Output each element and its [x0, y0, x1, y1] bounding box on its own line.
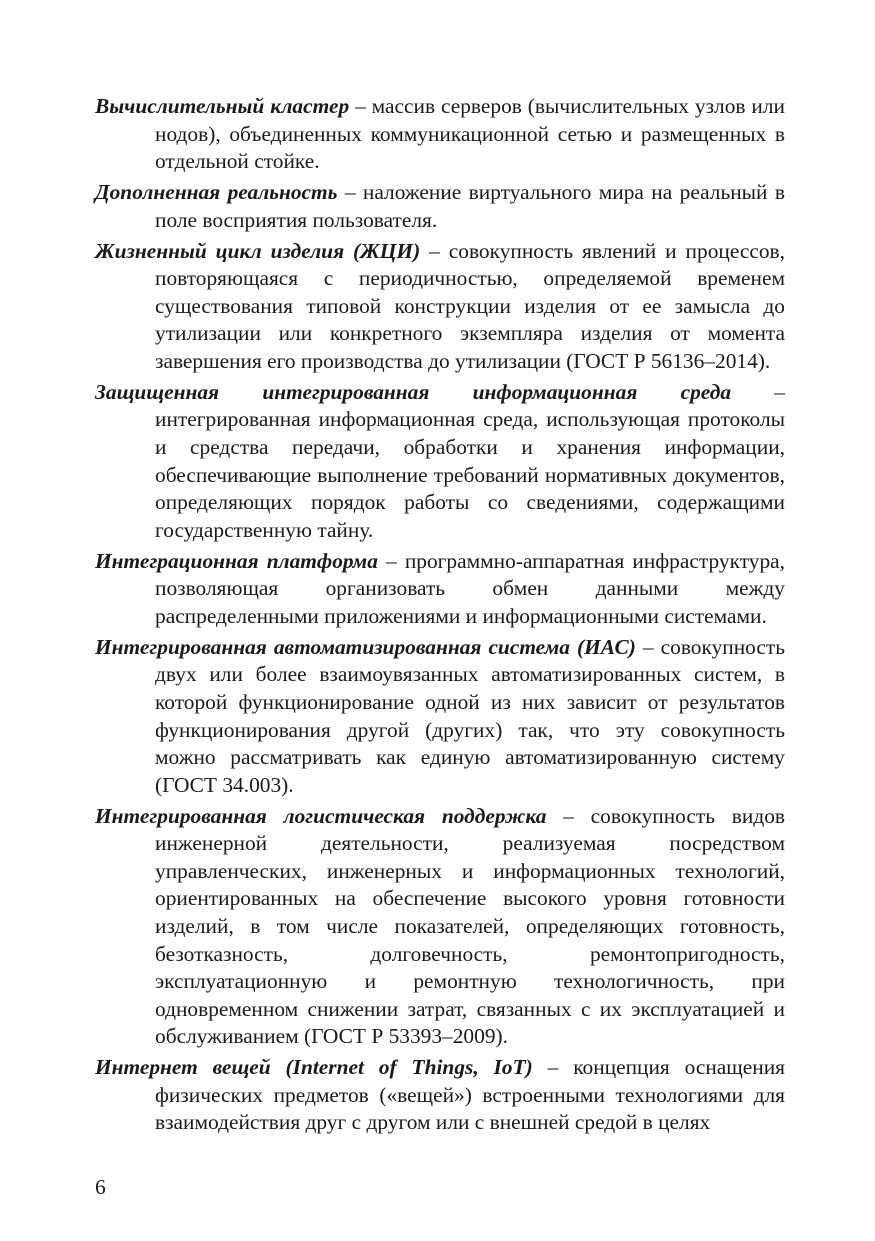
glossary-definition: – интегрированная информационная среда, использующая протоколы и средства передачи, обработки и хранения информации, обеспечивающие выполнение требований нормативных документов, определяющих порядок работы со сведениями, содержащими государственную тайну. [155, 379, 786, 542]
glossary-entry [95, 93, 785, 176]
glossary-entry [95, 379, 785, 545]
glossary-entry [95, 238, 785, 376]
glossary-definition: – совокупность двух или более взаимоувязанных автоматизированных систем, в которой функционирование одной из них зависит от результатов функционирования другой (других) так, что эту совокупность можно рассматривать как единую автоматизированную систему (ГОСТ 34.003). [155, 634, 785, 797]
glossary-term: Интернет вещей (Internet of Things, IoT) [95, 1055, 533, 1080]
glossary-term: Жизненный цикл изделия (ЖЦИ) [95, 238, 421, 263]
glossary-definition: – совокупность видов инженерной деятельности, реализуемая посредством управленческих, инженерных и информационных технологий, ориентированных на обеспечение высокого уровня готовности изделий, в том числе показателей, определяющих готовность, безотказность, долговечность, ремонтопригодность, эксплуатационную и ремонтную технологичность, при одновременном снижении затрат, связанных с их эксплуатацией и обслуживанием (ГОСТ Р 53393–2009). [155, 803, 785, 1049]
glossary-term: Интегрированная автоматизированная система (ИАС) [95, 634, 636, 659]
glossary-definition: – массив серверов (вычислительных узлов или нодов), объединенных коммуникационной сетью и размещенных в отдельной стойке. [155, 94, 785, 174]
glossary-definition: – наложение виртуального мира на реальный в поле восприятия пользователя. [155, 180, 785, 232]
glossary-entry [95, 1054, 785, 1137]
glossary-entry [95, 179, 785, 234]
glossary-page [95, 93, 785, 1140]
glossary-term: Интеграционная платформа [95, 548, 378, 573]
glossary-term: Защищенная интегрированная информационная среда [95, 379, 732, 404]
glossary-term: Вычислительный кластер [95, 94, 350, 118]
glossary-definition: – программно-аппаратная инфраструктура, позволяющая организовать обмен данными между распределенными приложениями и информационными системами. [155, 548, 785, 628]
glossary-definition: – концепция оснащения физических предметов («вещей») встроенными технологиями для взаимодействия друг с другом или с внешней средой в целях [155, 1055, 785, 1135]
glossary-definition: – совокупность явлений и процессов, повторяющаяся с периодичностью, определяемой временем существования типовой конструкции изделия от ее замысла до утилизации или конкретного экземпляра изделия от момента завершения его производства до утилизации (ГОСТ Р 56136–2014). [155, 238, 785, 373]
glossary-entry [95, 634, 785, 800]
page-number: 6 [95, 1175, 106, 1199]
glossary-entry [95, 803, 785, 1051]
glossary-entry [95, 548, 785, 631]
glossary-term: Интегрированная логистическая поддержка [95, 803, 547, 828]
glossary-term: Дополненная реальность [95, 180, 338, 205]
